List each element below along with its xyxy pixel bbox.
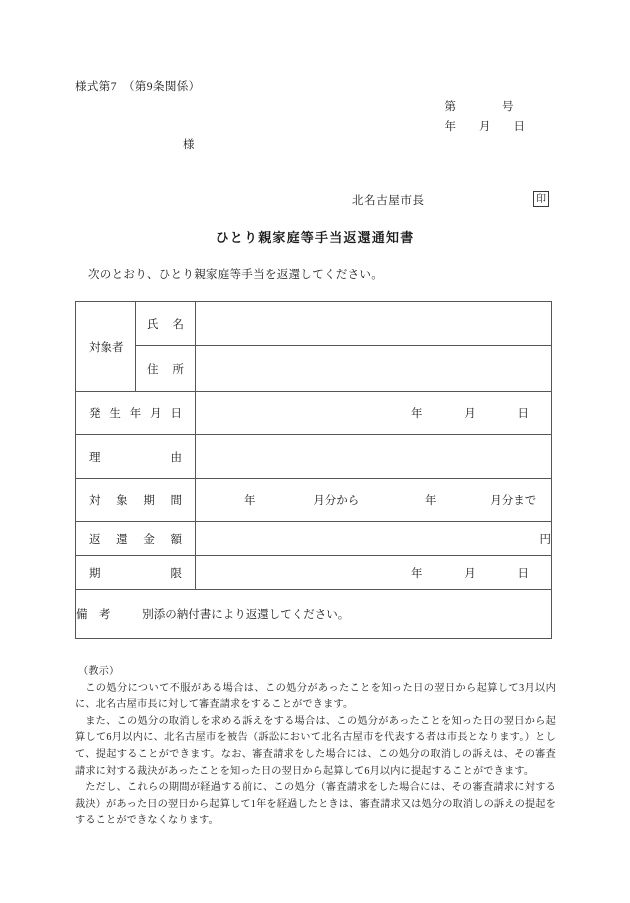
occurrence-day-unit: 日 bbox=[517, 408, 529, 420]
table-row-address bbox=[76, 346, 552, 392]
table-row-name bbox=[76, 302, 552, 346]
notice-paragraph-3: ただし、これらの期間が経過する前に、この処分（審査請求をした場合には、その審査請求に対する裁決）があった日の翌日から起算して1年を経過したときは、審査請求又は処分の取消しの訴えの提起をすることができなくなります。 bbox=[75, 782, 556, 827]
form-number: 様式第7 （第9条関係） bbox=[75, 81, 201, 93]
period-from-year-unit: 年 bbox=[244, 495, 256, 507]
document-number-line: 第 号 bbox=[444, 101, 514, 113]
subject-label-char: 者 bbox=[112, 341, 124, 354]
subject-label-cell bbox=[76, 302, 136, 392]
table-row-return-amount bbox=[76, 522, 552, 556]
reason-label-char: 理 bbox=[89, 451, 101, 464]
period-from-month-unit: 月分から bbox=[313, 495, 360, 507]
issuer-name: 北名古屋市長 bbox=[352, 195, 425, 207]
amount-label-char: 還 bbox=[116, 533, 128, 546]
page-title: ひとり親家庭等手当返還通知書 bbox=[215, 230, 415, 245]
remarks-value: 別添の納付書により返還してください。 bbox=[142, 609, 350, 621]
reason-value-cell[interactable] bbox=[196, 435, 552, 479]
period-label-char: 対 bbox=[89, 495, 101, 507]
notice-paragraph-2: また、この処分の取消しを求める訴えをする場合は、この処分があったことを知った日の翌日から起算して6月以内に、北名古屋市を被告（訴訟において北名古屋市を代表する者は市長となります。）として、提起することができます。なお、審査請求をした場合には、この処分の取消しの訴えは、その審査請求に対する裁決があったことを知った日の翌日から起算して6月以内に提起することができます。 bbox=[75, 715, 556, 777]
remarks-label: 備 考 bbox=[76, 609, 111, 621]
table-row-deadline bbox=[76, 556, 552, 590]
deadline-day-unit: 日 bbox=[517, 567, 529, 580]
period-fields bbox=[196, 492, 536, 508]
subject-label-char: 対 bbox=[89, 341, 101, 354]
table-row-occurrence-date bbox=[76, 392, 552, 435]
lead-instruction: 次のとおり、ひとり親家庭等手当を返還してください。 bbox=[88, 269, 383, 281]
deadline-date-fields bbox=[196, 565, 529, 581]
occurrence-date-label-cell bbox=[76, 392, 196, 435]
amount-label-char: 金 bbox=[143, 533, 155, 546]
document-meta bbox=[445, 97, 526, 137]
notice-heading: （教示） bbox=[78, 666, 120, 677]
address-value-cell[interactable] bbox=[196, 346, 552, 392]
amount-label-char: 額 bbox=[170, 533, 182, 546]
seal-stamp-box: 印 bbox=[533, 191, 549, 207]
reason-label-cell bbox=[76, 435, 196, 479]
occurrence-date-value-cell[interactable] bbox=[196, 392, 552, 435]
reason-label-char: 由 bbox=[170, 451, 182, 464]
deadline-label-char: 限 bbox=[170, 567, 182, 580]
subject-label-char: 象 bbox=[100, 341, 112, 354]
period-label-char: 間 bbox=[170, 495, 182, 507]
table-row-target-period bbox=[76, 479, 552, 522]
occurrence-month-unit: 月 bbox=[464, 408, 476, 420]
occurrence-label-char: 年 bbox=[129, 408, 142, 420]
deadline-value-cell[interactable] bbox=[196, 556, 552, 590]
period-label-cell bbox=[76, 479, 196, 522]
document-date-line: 年 月 日 bbox=[444, 121, 525, 133]
table-row-reason bbox=[76, 435, 552, 479]
deadline-year-unit: 年 bbox=[411, 567, 423, 580]
remarks-cell[interactable] bbox=[76, 590, 552, 639]
deadline-label-cell bbox=[76, 556, 196, 590]
period-to-year-unit: 年 bbox=[425, 495, 437, 507]
address-label-char: 住 bbox=[147, 363, 159, 376]
occurrence-label-char: 発 bbox=[89, 408, 101, 420]
table-row-remarks bbox=[76, 590, 552, 639]
occurrence-date-fields bbox=[196, 405, 529, 421]
name-label-cell bbox=[136, 302, 196, 346]
amount-label-cell bbox=[76, 522, 196, 556]
name-label-char: 名 bbox=[172, 318, 184, 331]
amount-label-char: 返 bbox=[89, 533, 101, 546]
amount-value-cell[interactable] bbox=[196, 522, 552, 556]
return-notice-table bbox=[75, 301, 552, 639]
period-value-cell[interactable] bbox=[196, 479, 552, 522]
period-label-char: 期 bbox=[143, 495, 155, 507]
appeal-instructions bbox=[75, 664, 556, 830]
occurrence-label-char: 月 bbox=[150, 408, 162, 420]
occurrence-year-unit: 年 bbox=[411, 408, 423, 420]
amount-unit: 円 bbox=[539, 533, 551, 546]
addressee-suffix: 様 bbox=[183, 139, 195, 151]
occurrence-label-char: 日 bbox=[170, 408, 182, 420]
deadline-label-char: 期 bbox=[89, 567, 101, 580]
period-to-month-unit: 月分まで bbox=[490, 495, 537, 507]
address-label-cell bbox=[136, 346, 196, 392]
name-label-char: 氏 bbox=[147, 318, 159, 331]
notice-paragraph-1: この処分について不服がある場合は、この処分があったことを知った日の翌日から起算して3月以内に、北名古屋市長に対して審査請求をすることができます。 bbox=[75, 682, 556, 711]
occurrence-label-char: 生 bbox=[109, 408, 121, 420]
period-label-char: 象 bbox=[116, 495, 128, 507]
address-label-char: 所 bbox=[172, 363, 184, 376]
deadline-month-unit: 月 bbox=[464, 567, 476, 580]
name-value-cell[interactable] bbox=[196, 302, 552, 346]
